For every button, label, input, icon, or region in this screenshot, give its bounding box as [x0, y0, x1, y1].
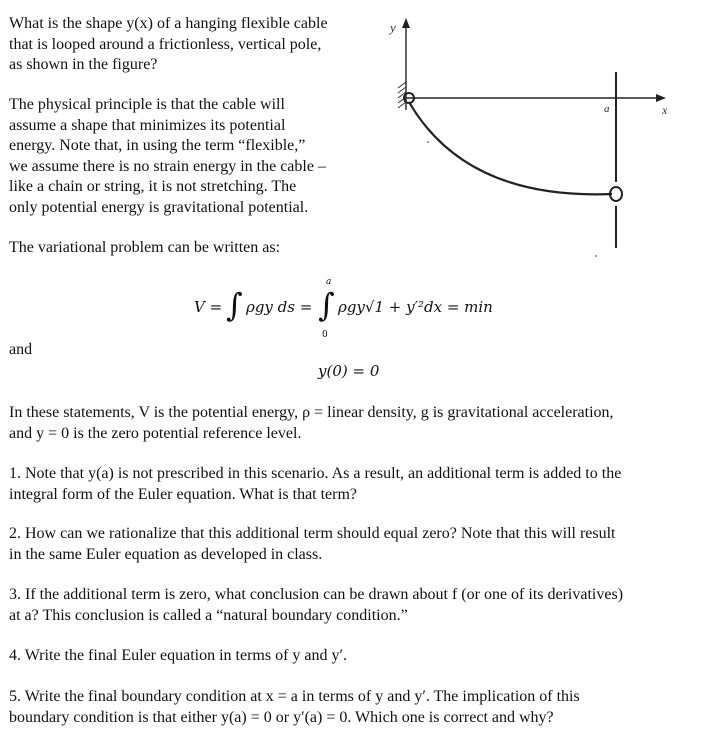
integral-sign: ∫	[318, 286, 335, 324]
speck	[595, 255, 597, 257]
question-line: 2. How can we rationalize that this additional term should equal zero? Note that this will result	[9, 525, 616, 542]
question-line: boundary condition is that either y(a) = 0 or y′(a) = 0. Which one is correct and why?	[9, 708, 554, 726]
question-2	[9, 524, 616, 565]
intro-line: that is looped around a frictionless, vertical pole,	[9, 35, 322, 53]
equation-integrand-1: ρgy ds =	[246, 298, 313, 316]
and-label: and	[9, 341, 33, 358]
question-line: integral form of the Euler equation. What is that term?	[9, 485, 358, 503]
definitions-line: In these statements, V is the potential energy, ρ = linear density, g is gravitational acceleration,	[9, 404, 614, 421]
a-label: a	[604, 103, 610, 115]
question-line: 1. Note that y(a) is not prescribed in this scenario. As a result, an additional term is added to the	[9, 465, 622, 482]
question-line: 5. Write the final boundary condition at x = a in terms of y and y′. The implication of this	[9, 688, 580, 705]
intro-line: What is the shape y(x) of a hanging flexible cable	[9, 15, 328, 32]
equation-lhs: V =	[194, 298, 223, 316]
principle-line: The physical principle is that the cable will	[9, 96, 285, 113]
question-line: at a? This conclusion is called a “natural boundary condition.”	[9, 606, 408, 624]
question-5	[9, 687, 580, 728]
intro-line: as shown in the figure?	[9, 56, 158, 73]
y-axis-label: y	[390, 20, 396, 35]
x-axis-arrowhead	[656, 94, 666, 102]
boundary-condition: y(0) = 0	[318, 362, 380, 380]
integral-upper-limit: a	[326, 277, 332, 287]
definitions-paragraph	[9, 403, 614, 444]
y-axis-arrowhead	[402, 18, 410, 28]
variational-intro: The variational problem can be written as:	[9, 239, 281, 256]
intro-paragraph	[9, 14, 328, 76]
principle-line: energy. Note that, in using the term “flexible,”	[9, 137, 306, 154]
question-1	[9, 464, 621, 505]
definitions-line: and y = 0 is the zero potential reference level.	[9, 424, 302, 442]
integral-sign: ∫	[226, 286, 243, 324]
principle-paragraph	[9, 95, 326, 218]
speck	[427, 141, 429, 143]
cable-figure	[376, 10, 698, 270]
question-3	[9, 585, 623, 626]
question-line: 4. Write the final Euler equation in terms of y and y′.	[9, 647, 348, 664]
integral-lower-limit: 0	[322, 330, 328, 340]
principle-line: assume a shape that minimizes its potential	[9, 116, 286, 134]
principle-line: like a chain or string, it is not stretching. The	[9, 178, 297, 195]
principle-line: we assume there is no strain energy in the cable –	[9, 157, 326, 175]
question-line: in the same Euler equation as developed in class.	[9, 545, 323, 563]
principle-line: only potential energy is gravitational potential.	[9, 198, 309, 216]
x-axis-label: x	[662, 103, 668, 117]
equation-integrand-2: ρgy√1 + y′²dx = min	[338, 298, 493, 316]
question-line: 3. If the additional term is zero, what conclusion can be drawn about f (or one of its derivatives)	[9, 586, 624, 603]
hanging-cable	[409, 102, 612, 194]
question-4	[9, 646, 347, 667]
